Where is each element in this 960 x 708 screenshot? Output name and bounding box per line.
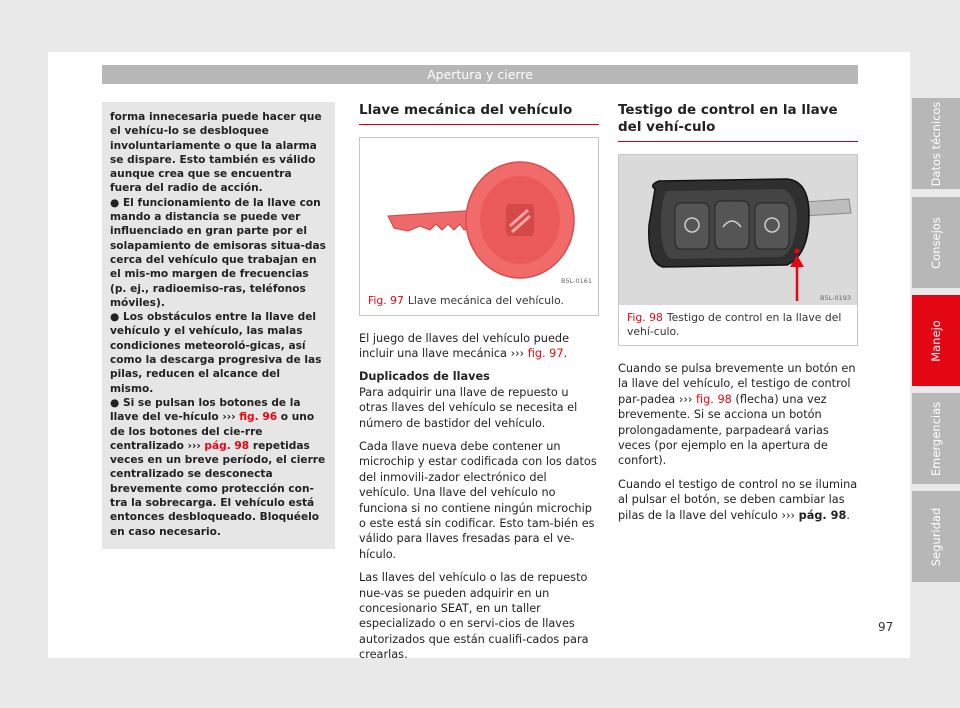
paragraph [359,331,599,362]
warning-bullet-1: ● El funcionamiento de la llave con mando a distancia se puede ver influenciado en gran parte por el solapamiento de emisoras situa-das cerca del vehículo que trabajan en el mis-mo margen de frecuencias (p. ej., radioemiso-ras, teléfonos móviles). [110,196,326,309]
figure-code: B5L-0193 [820,294,851,302]
column-right [618,102,858,531]
tab-label: Datos técnicos [929,101,943,186]
tab-label: Manejo [929,319,943,362]
figure-97 [359,137,599,316]
text: Cuando se pulsa brevemente un botón en la llave del vehículo, el testigo de control par-padea [618,362,856,406]
text: Cuando el testigo de control no se ilumina al pulsar el botón, se deben cambiar las pilas de la llave del vehículo [618,477,858,522]
arrow-icon: ››› [187,439,201,452]
subheading-duplicates: Duplicados de llaves [359,370,490,384]
text: . [563,346,568,360]
warning-bullet-2: ● Los obstáculos entre la llave del vehículo y el vehículo, las malas condiciones meteoroló-gicas, así como la descarga progresiva de las pilas, reducen el alcance del mismo. [110,311,322,395]
tab-manejo[interactable] [912,295,960,386]
text: (flecha) una vez brevemente. Si se acciona un botón prolongadamente, parpadeará varias veces (por ejemplo en la apertura de confort). [618,392,829,468]
tab-seguridad[interactable] [912,491,960,582]
mechanical-key-text [359,331,599,663]
arrow-icon: ››› [510,346,525,360]
warning-box [102,102,335,549]
warning-bullet-text: o uno de los botones del cie-rre centralizado [110,411,315,452]
control-light-text [618,361,858,523]
fig-96-link[interactable]: fig. 96 [239,411,278,424]
arrow-icon: ››› [781,508,796,522]
arrow-icon: ››› [678,392,693,406]
remote-key-image [619,155,857,305]
column-left [102,102,335,549]
warning-bullet-text: El funcionamiento de la llave con mando a distancia se puede ver influenciado en gran parte por el solapamiento de emisoras situa-das cerca del vehículo que trabajan en el mis-mo margen de frecuencias (p. ej., radioemiso-ras, teléfonos móviles). [110,196,326,309]
paragraph: Cada llave nueva debe contener un microchip y estar codificada con los datos del inmovili-zador electrónico del vehículo. Una llave del vehículo no funciona si no contiene ningún microchip o este está sin codificar. Esto tam-bién es válido para llaves fresadas para el ve-hículo. [359,439,597,561]
fig-97-link[interactable]: fig. 97 [527,346,564,360]
paragraph [618,361,858,469]
tab-label: Emergencias [929,401,943,476]
page-number: 97 [878,620,894,634]
figure-98 [618,154,858,346]
tab-label: Consejos [929,216,943,269]
tab-datos-tecnicos[interactable] [912,98,960,189]
warning-bullet-3: ● Si se pulsan los botones de la llave del ve-hículo ››› fig. 96 o uno de los botones del cie-rre centralizado ››› pág. 98 repetidas veces en un breve período, el cierre centralizado se desconecta brevemente como protección con-tra la sobrecarga. El vehículo está entonces desbloqueado. Bloquéelo en caso necesario. [110,396,326,538]
figure-98-caption [619,305,857,345]
arrow-icon: ››› [222,411,236,424]
figure-label: Fig. 97 [368,294,404,307]
page-98-link[interactable]: pág. 98 [204,439,250,452]
paragraph [618,477,858,523]
figure-code: B5L-0161 [561,277,592,285]
text: El juego de llaves del vehículo puede incluir una llave mecánica [359,331,570,360]
figure-label: Fig. 98 [627,311,663,324]
warning-bullet-text: Si se pulsan los botones de la llave del ve-hículo [110,396,301,424]
text: . [846,508,850,522]
page-98-link[interactable]: pág. 98 [798,508,847,522]
mechanical-key-image [360,138,598,288]
warning-bullet-text: repetidas veces en un breve período, el cierre centralizado se desconecta brevemente como protección con-tra la sobrecarga. El vehículo está entonces desbloqueado. Bloquéelo en caso necesario. [110,439,326,538]
tab-label: Seguridad [929,507,943,566]
paragraph: Las llaves del vehículo o las de repuesto nue-vas se pueden adquirir en un concesionario SEAT, en un taller especializado o en servi-cios de llaves autorizados que están cualifi-cados para crearlas. [359,571,589,662]
figure-caption-text: Llave mecánica del vehículo. [407,294,564,307]
fig-98-link[interactable]: fig. 98 [695,392,732,406]
figure-97-caption [360,288,598,315]
paragraph: Para adquirir una llave de repuesto u otras llaves del vehículo se necesita el número de bastidor del vehículo. [359,385,578,430]
page-header: Apertura y cierre [102,65,858,84]
warning-paragraph: forma innecesaria puede hacer que el vehícu-lo se desbloquee involuntariamente o que la alarma se dispare. Esto también es válido aunque crea que se encuentra fuera del radio de acción. [110,111,322,195]
section-title-control-light: Testigo de control en la llave del vehí-culo [618,102,858,142]
warning-bullet-text: Los obstáculos entre la llave del vehículo y el vehículo, las malas condiciones meteoroló-gicas, así como la descarga progresiva de las pilas, reducen el alcance del mismo. [110,311,322,395]
section-title-mechanical-key: Llave mecánica del vehículo [359,102,599,125]
tab-emergencias[interactable] [912,393,960,484]
tab-consejos[interactable] [912,197,960,288]
column-middle [359,102,599,671]
figure-caption-text: Testigo de control en la llave del vehí-culo. [627,311,842,338]
